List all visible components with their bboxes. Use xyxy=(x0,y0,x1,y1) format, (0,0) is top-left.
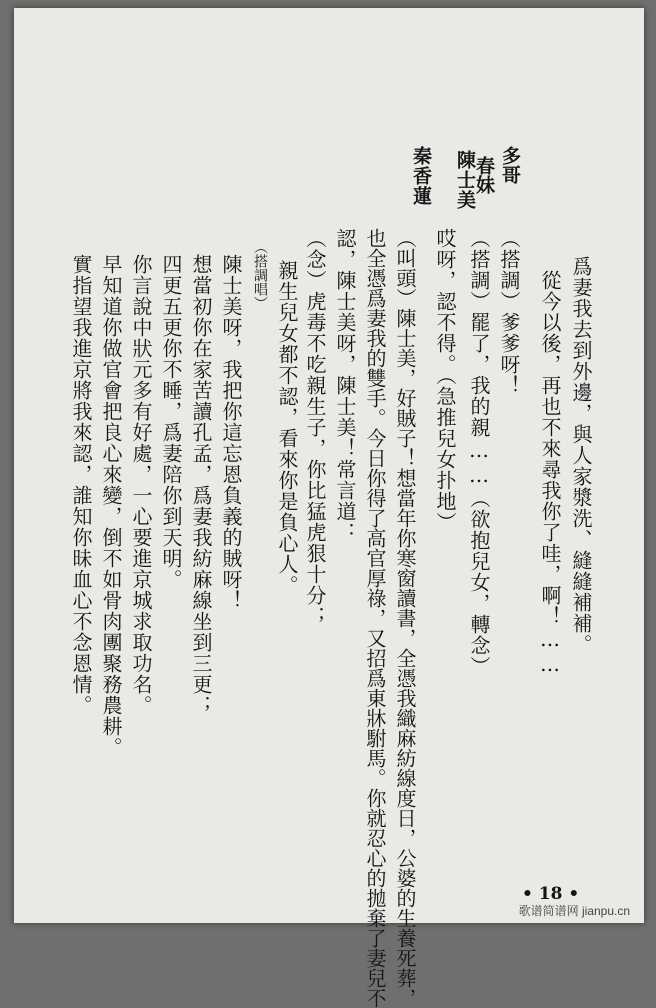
site-watermark: 歌谱简谱网 jianpu.cn xyxy=(518,904,630,918)
line-4: （搭調）罷了，我的親……（欲抱兒女，轉念） xyxy=(467,228,491,677)
line-8: 認，陳士美呀，陳士美！常言道： xyxy=(333,228,357,543)
line-2: 從今以後，再也不來尋我你了哇，啊！…… xyxy=(538,270,562,677)
speaker-chen-shimei: 陳士美 xyxy=(454,150,476,210)
line-14: 四更五更你不睡，爲妻陪你到天明。 xyxy=(159,254,183,590)
book-page xyxy=(14,8,644,1008)
speaker-duo-ge: 多哥 xyxy=(499,146,521,184)
line-15: 你言說中狀元多有好處，一心要進京城求取功名。 xyxy=(129,254,153,716)
line-13: 想當初你在家苦讀孔孟，爲妻我紡麻線坐到三更； xyxy=(189,254,213,716)
line-1: 爲妻我去到外邊，與人家漿洗、縫縫補補。 xyxy=(569,256,593,655)
line-17: 實指望我進京將我來認，誰知你昧血心不念恩情。 xyxy=(69,254,93,716)
line-11: （搭調唱） xyxy=(252,240,268,310)
line-5: 哎呀，認不得。（急推兒女扑地） xyxy=(433,228,457,533)
line-12: 陳士美呀，我把你這忘恩負義的賊呀！ xyxy=(219,254,243,611)
line-7: 也全憑爲妻我的雙手。今日你得了高官厚祿，又招爲東牀駙馬。你就忍心的拋棄了妻兒不 xyxy=(363,228,387,1008)
line-9: （念）虎毒不吃親生子，你比猛虎狠十分； xyxy=(303,228,327,627)
speaker-qin-xianglian: 秦香蓮 xyxy=(410,146,432,206)
line-10: 親生兒女都不認，看來你是負心人。 xyxy=(275,260,299,596)
speaker-chun-mei: 春妹 xyxy=(473,156,495,194)
line-3: （搭調）爹爹呀！ xyxy=(497,228,521,396)
line-6: （叫頭）陳士美，好賊子！想當年你寒窗讀書，全憑我織麻紡線度日，公婆的生養死葬， xyxy=(393,228,417,1008)
page-number: • 18 • xyxy=(522,884,580,904)
line-16: 早知道你做官會把良心來變，倒不如骨肉團聚務農耕。 xyxy=(99,254,123,758)
